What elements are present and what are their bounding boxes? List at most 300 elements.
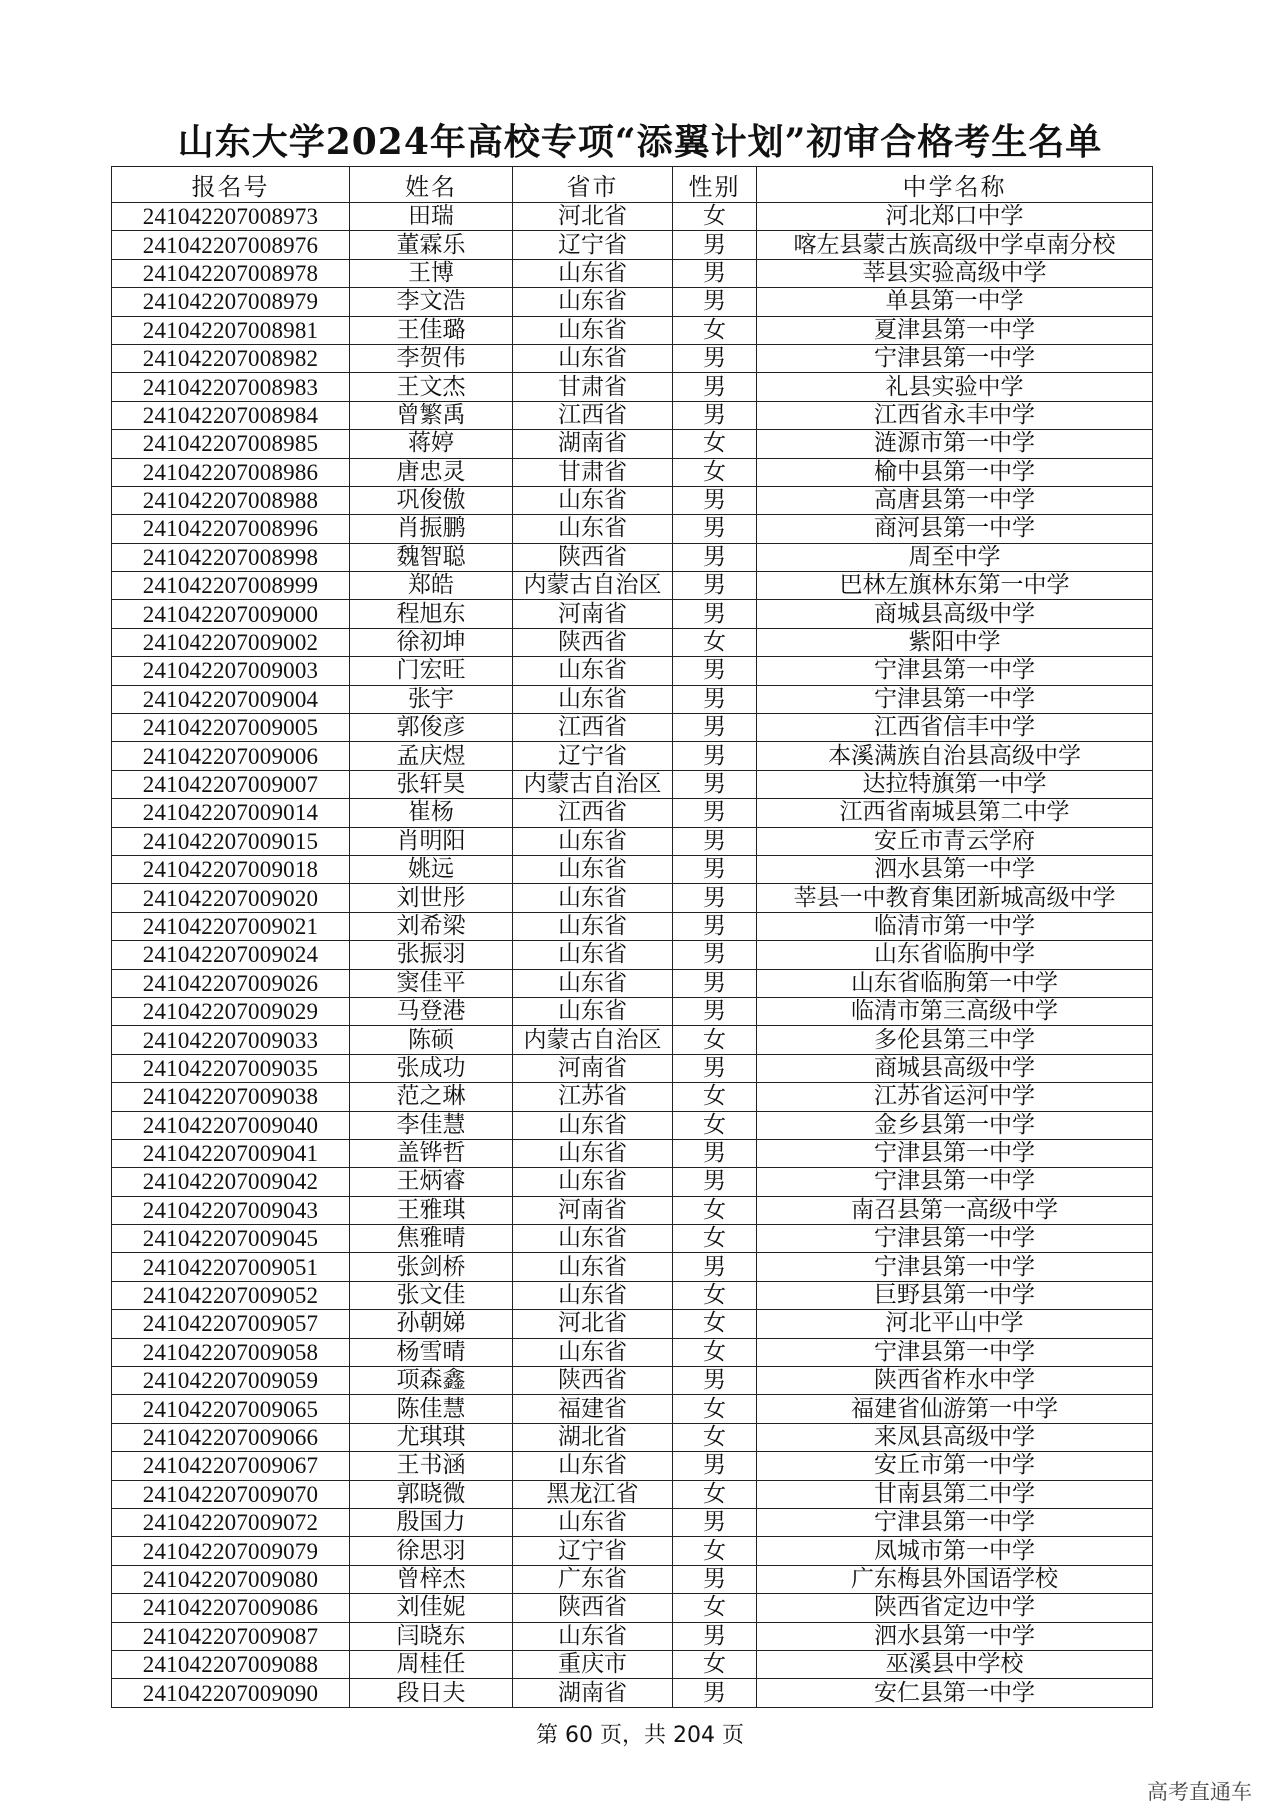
reg-number-cell: 241042207009006: [112, 742, 350, 770]
table-row: [112, 1111, 1153, 1139]
reg-number-cell: 241042207009058: [112, 1338, 350, 1366]
province-cell: 山东省: [513, 997, 673, 1025]
table-row: [112, 288, 1153, 316]
name-cell: 巩俊傲: [350, 486, 513, 514]
school-cell: 江苏省运河中学: [757, 1083, 1153, 1111]
reg-number-cell: 241042207009024: [112, 941, 350, 969]
school-cell: 宁津县第一中学: [757, 1225, 1153, 1253]
province-cell: 内蒙古自治区: [513, 572, 673, 600]
table-row: [112, 1650, 1153, 1678]
reg-number-cell: 241042207008982: [112, 344, 350, 372]
gender-cell: 男: [673, 997, 757, 1025]
table-row: [112, 1168, 1153, 1196]
table-row: [112, 742, 1153, 770]
name-cell: 王炳睿: [350, 1168, 513, 1196]
province-cell: 河北省: [513, 1310, 673, 1338]
table-row: [112, 1139, 1153, 1167]
reg-number-cell: 241042207009021: [112, 912, 350, 940]
table-row: [112, 316, 1153, 344]
gender-cell: 女: [673, 316, 757, 344]
school-cell: 商城县高级中学: [757, 1054, 1153, 1082]
reg-number-cell: 241042207009087: [112, 1622, 350, 1650]
reg-number-cell: 241042207009000: [112, 600, 350, 628]
school-cell: 安丘市第一中学: [757, 1452, 1153, 1480]
province-cell: 山东省: [513, 1508, 673, 1536]
school-cell: 喀左县蒙古族高级中学卓南分校: [757, 231, 1153, 259]
table-row: [112, 628, 1153, 656]
gender-cell: 男: [673, 1565, 757, 1593]
name-cell: 曾繁禹: [350, 401, 513, 429]
province-cell: 重庆市: [513, 1650, 673, 1678]
header-name: 姓名: [350, 167, 513, 203]
name-cell: 王书涵: [350, 1452, 513, 1480]
name-cell: 张宇: [350, 685, 513, 713]
gender-cell: 男: [673, 401, 757, 429]
province-cell: 黑龙江省: [513, 1480, 673, 1508]
school-cell: 夏津县第一中学: [757, 316, 1153, 344]
name-cell: 刘世彤: [350, 884, 513, 912]
gender-cell: 男: [673, 1168, 757, 1196]
reg-number-cell: 241042207009072: [112, 1508, 350, 1536]
reg-number-cell: 241042207008979: [112, 288, 350, 316]
province-cell: 辽宁省: [513, 231, 673, 259]
reg-number-cell: 241042207009026: [112, 969, 350, 997]
gender-cell: 女: [673, 1537, 757, 1565]
gender-cell: 男: [673, 714, 757, 742]
table-row: [112, 1083, 1153, 1111]
name-cell: 董霖乐: [350, 231, 513, 259]
table-row: [112, 1253, 1153, 1281]
province-cell: 山东省: [513, 316, 673, 344]
reg-number-cell: 241042207009041: [112, 1139, 350, 1167]
table-row: [112, 1338, 1153, 1366]
gender-cell: 男: [673, 685, 757, 713]
school-cell: 江西省信丰中学: [757, 714, 1153, 742]
header-province: 省市: [513, 167, 673, 203]
province-cell: 山东省: [513, 344, 673, 372]
name-cell: 肖振鹏: [350, 515, 513, 543]
gender-cell: 男: [673, 855, 757, 883]
table-row: [112, 1281, 1153, 1309]
reg-number-cell: 241042207009080: [112, 1565, 350, 1593]
name-cell: 徐初坤: [350, 628, 513, 656]
province-cell: 河南省: [513, 1054, 673, 1082]
reg-number-cell: 241042207008999: [112, 572, 350, 600]
table-row: [112, 827, 1153, 855]
gender-cell: 男: [673, 486, 757, 514]
table-row: [112, 1054, 1153, 1082]
name-cell: 马登港: [350, 997, 513, 1025]
reg-number-cell: 241042207008985: [112, 430, 350, 458]
gender-cell: 女: [673, 1026, 757, 1054]
table-row: [112, 770, 1153, 798]
province-cell: 陕西省: [513, 1367, 673, 1395]
name-cell: 窦佳平: [350, 969, 513, 997]
header-reg-number: 报名号: [112, 167, 350, 203]
gender-cell: 女: [673, 1083, 757, 1111]
reg-number-cell: 241042207009070: [112, 1480, 350, 1508]
school-cell: 临清市第三高级中学: [757, 997, 1153, 1025]
table-row: [112, 714, 1153, 742]
name-cell: 盖铧哲: [350, 1139, 513, 1167]
school-cell: 宁津县第一中学: [757, 1139, 1153, 1167]
school-cell: 周至中学: [757, 543, 1153, 571]
reg-number-cell: 241042207009066: [112, 1423, 350, 1451]
school-cell: 涟源市第一中学: [757, 430, 1153, 458]
school-cell: 泗水县第一中学: [757, 1622, 1153, 1650]
school-cell: 金乡县第一中学: [757, 1111, 1153, 1139]
reg-number-cell: 241042207009033: [112, 1026, 350, 1054]
table-row: [112, 1508, 1153, 1536]
province-cell: 山东省: [513, 486, 673, 514]
school-cell: 商城县高级中学: [757, 600, 1153, 628]
reg-number-cell: 241042207009015: [112, 827, 350, 855]
name-cell: 段日夫: [350, 1679, 513, 1707]
table-row: [112, 515, 1153, 543]
province-cell: 山东省: [513, 941, 673, 969]
name-cell: 闫晓东: [350, 1622, 513, 1650]
table-row: [112, 884, 1153, 912]
table-row: [112, 203, 1153, 231]
school-cell: 广东梅县外国语学校: [757, 1565, 1153, 1593]
reg-number-cell: 241042207008996: [112, 515, 350, 543]
name-cell: 周桂任: [350, 1650, 513, 1678]
school-cell: 多伦县第三中学: [757, 1026, 1153, 1054]
name-cell: 刘希梁: [350, 912, 513, 940]
name-cell: 陈佳慧: [350, 1395, 513, 1423]
province-cell: 山东省: [513, 855, 673, 883]
province-cell: 江西省: [513, 799, 673, 827]
school-cell: 安丘市青云学府: [757, 827, 1153, 855]
school-cell: 宁津县第一中学: [757, 1508, 1153, 1536]
name-cell: 门宏旺: [350, 657, 513, 685]
table-row: [112, 458, 1153, 486]
reg-number-cell: 241042207009052: [112, 1281, 350, 1309]
name-cell: 陈硕: [350, 1026, 513, 1054]
province-cell: 山东省: [513, 1452, 673, 1480]
gender-cell: 女: [673, 203, 757, 231]
reg-number-cell: 241042207009020: [112, 884, 350, 912]
gender-cell: 男: [673, 1508, 757, 1536]
gender-cell: 男: [673, 231, 757, 259]
reg-number-cell: 241042207009086: [112, 1594, 350, 1622]
school-cell: 宁津县第一中学: [757, 1253, 1153, 1281]
province-cell: 河北省: [513, 203, 673, 231]
school-cell: 礼县实验中学: [757, 373, 1153, 401]
reg-number-cell: 241042207009004: [112, 685, 350, 713]
name-cell: 张剑桥: [350, 1253, 513, 1281]
province-cell: 福建省: [513, 1395, 673, 1423]
gender-cell: 女: [673, 628, 757, 656]
gender-cell: 男: [673, 827, 757, 855]
reg-number-cell: 241042207009079: [112, 1537, 350, 1565]
reg-number-cell: 241042207009035: [112, 1054, 350, 1082]
province-cell: 江苏省: [513, 1083, 673, 1111]
reg-number-cell: 241042207008973: [112, 203, 350, 231]
gender-cell: 女: [673, 458, 757, 486]
school-cell: 巨野县第一中学: [757, 1281, 1153, 1309]
province-cell: 辽宁省: [513, 1537, 673, 1565]
name-cell: 李佳慧: [350, 1111, 513, 1139]
gender-cell: 男: [673, 742, 757, 770]
name-cell: 张振羽: [350, 941, 513, 969]
school-cell: 江西省永丰中学: [757, 401, 1153, 429]
gender-cell: 女: [673, 1338, 757, 1366]
gender-cell: 男: [673, 259, 757, 287]
reg-number-cell: 241042207009003: [112, 657, 350, 685]
reg-number-cell: 241042207009090: [112, 1679, 350, 1707]
province-cell: 陕西省: [513, 628, 673, 656]
reg-number-cell: 241042207009043: [112, 1196, 350, 1224]
table-row: [112, 1565, 1153, 1593]
name-cell: 孙朝娣: [350, 1310, 513, 1338]
reg-number-cell: 241042207009005: [112, 714, 350, 742]
gender-cell: 女: [673, 1196, 757, 1224]
gender-cell: 男: [673, 543, 757, 571]
table-row: [112, 912, 1153, 940]
reg-number-cell: 241042207009045: [112, 1225, 350, 1253]
gender-cell: 男: [673, 1054, 757, 1082]
name-cell: 田瑞: [350, 203, 513, 231]
reg-number-cell: 241042207008978: [112, 259, 350, 287]
name-cell: 焦雅晴: [350, 1225, 513, 1253]
name-cell: 徐思羽: [350, 1537, 513, 1565]
reg-number-cell: 241042207009067: [112, 1452, 350, 1480]
reg-number-cell: 241042207008983: [112, 373, 350, 401]
reg-number-cell: 241042207009007: [112, 770, 350, 798]
gender-cell: 男: [673, 1139, 757, 1167]
school-cell: 宁津县第一中学: [757, 1168, 1153, 1196]
table-row: [112, 572, 1153, 600]
province-cell: 山东省: [513, 1111, 673, 1139]
gender-cell: 男: [673, 373, 757, 401]
table-row: [112, 685, 1153, 713]
header-gender: 性别: [673, 167, 757, 203]
school-cell: 福建省仙游第一中学: [757, 1395, 1153, 1423]
table-row: [112, 344, 1153, 372]
gender-cell: 男: [673, 969, 757, 997]
province-cell: 辽宁省: [513, 742, 673, 770]
gender-cell: 男: [673, 600, 757, 628]
school-cell: 商河县第一中学: [757, 515, 1153, 543]
page-number: 第 60 页，共 204 页: [536, 1723, 744, 1748]
header-school: 中学名称: [757, 167, 1153, 203]
school-cell: 江西省南城县第二中学: [757, 799, 1153, 827]
gender-cell: 男: [673, 941, 757, 969]
school-cell: 本溪满族自治县高级中学: [757, 742, 1153, 770]
table-header-row: [112, 167, 1153, 203]
name-cell: 尤琪琪: [350, 1423, 513, 1451]
province-cell: 山东省: [513, 685, 673, 713]
table-row: [112, 855, 1153, 883]
table-row: [112, 600, 1153, 628]
table-row: [112, 486, 1153, 514]
name-cell: 王雅琪: [350, 1196, 513, 1224]
gender-cell: 女: [673, 1111, 757, 1139]
province-cell: 山东省: [513, 259, 673, 287]
province-cell: 江西省: [513, 714, 673, 742]
reg-number-cell: 241042207008984: [112, 401, 350, 429]
province-cell: 山东省: [513, 1168, 673, 1196]
province-cell: 湖南省: [513, 430, 673, 458]
school-cell: 陕西省柞水中学: [757, 1367, 1153, 1395]
gender-cell: 男: [673, 770, 757, 798]
name-cell: 李贺伟: [350, 344, 513, 372]
school-cell: 陕西省定边中学: [757, 1594, 1153, 1622]
school-cell: 凤城市第一中学: [757, 1537, 1153, 1565]
gender-cell: 男: [673, 572, 757, 600]
name-cell: 郭晓微: [350, 1480, 513, 1508]
reg-number-cell: 241042207009088: [112, 1650, 350, 1678]
school-cell: 单县第一中学: [757, 288, 1153, 316]
school-cell: 宁津县第一中学: [757, 344, 1153, 372]
province-cell: 内蒙古自治区: [513, 1026, 673, 1054]
gender-cell: 女: [673, 1480, 757, 1508]
province-cell: 甘肃省: [513, 373, 673, 401]
school-cell: 榆中县第一中学: [757, 458, 1153, 486]
table-row: [112, 657, 1153, 685]
watermark: 高考直通车: [1147, 1780, 1252, 1804]
gender-cell: 男: [673, 288, 757, 316]
reg-number-cell: 241042207009029: [112, 997, 350, 1025]
gender-cell: 男: [673, 1367, 757, 1395]
table-row: [112, 1026, 1153, 1054]
school-cell: 泗水县第一中学: [757, 855, 1153, 883]
province-cell: 山东省: [513, 657, 673, 685]
gender-cell: 男: [673, 799, 757, 827]
name-cell: 范之琳: [350, 1083, 513, 1111]
province-cell: 山东省: [513, 288, 673, 316]
name-cell: 蒋婷: [350, 430, 513, 458]
name-cell: 魏智聪: [350, 543, 513, 571]
province-cell: 内蒙古自治区: [513, 770, 673, 798]
school-cell: 山东省临朐第一中学: [757, 969, 1153, 997]
province-cell: 山东省: [513, 1622, 673, 1650]
table-body: [112, 203, 1153, 1708]
gender-cell: 男: [673, 884, 757, 912]
reg-number-cell: 241042207008998: [112, 543, 350, 571]
reg-number-cell: 241042207009042: [112, 1168, 350, 1196]
name-cell: 张成功: [350, 1054, 513, 1082]
name-cell: 曾梓杰: [350, 1565, 513, 1593]
reg-number-cell: 241042207009051: [112, 1253, 350, 1281]
reg-number-cell: 241042207009057: [112, 1310, 350, 1338]
school-cell: 来凤县高级中学: [757, 1423, 1153, 1451]
school-cell: 达拉特旗第一中学: [757, 770, 1153, 798]
table-row: [112, 401, 1153, 429]
gender-cell: 男: [673, 515, 757, 543]
table-row: [112, 543, 1153, 571]
province-cell: 山东省: [513, 1225, 673, 1253]
school-cell: 河北郑口中学: [757, 203, 1153, 231]
province-cell: 湖北省: [513, 1423, 673, 1451]
school-cell: 高唐县第一中学: [757, 486, 1153, 514]
table-row: [112, 430, 1153, 458]
table-row: [112, 997, 1153, 1025]
table-row: [112, 231, 1153, 259]
school-cell: 莘县一中教育集团新城高级中学: [757, 884, 1153, 912]
school-cell: 临清市第一中学: [757, 912, 1153, 940]
province-cell: 河南省: [513, 1196, 673, 1224]
reg-number-cell: 241042207008981: [112, 316, 350, 344]
gender-cell: 女: [673, 430, 757, 458]
name-cell: 郑皓: [350, 572, 513, 600]
page-title: 山东大学2024年高校专项“添翼计划”初审合格考生名单: [177, 121, 1103, 163]
gender-cell: 男: [673, 344, 757, 372]
province-cell: 陕西省: [513, 543, 673, 571]
name-cell: 唐忠灵: [350, 458, 513, 486]
school-cell: 甘南县第二中学: [757, 1480, 1153, 1508]
table-row: [112, 1480, 1153, 1508]
school-cell: 巴林左旗林东第一中学: [757, 572, 1153, 600]
reg-number-cell: 241042207009040: [112, 1111, 350, 1139]
gender-cell: 男: [673, 912, 757, 940]
name-cell: 姚远: [350, 855, 513, 883]
province-cell: 湖南省: [513, 1679, 673, 1707]
gender-cell: 女: [673, 1423, 757, 1451]
province-cell: 广东省: [513, 1565, 673, 1593]
name-cell: 殷国力: [350, 1508, 513, 1536]
table-row: [112, 1196, 1153, 1224]
province-cell: 陕西省: [513, 1594, 673, 1622]
reg-number-cell: 241042207009018: [112, 855, 350, 883]
name-cell: 刘佳妮: [350, 1594, 513, 1622]
reg-number-cell: 241042207009059: [112, 1367, 350, 1395]
school-cell: 巫溪县中学校: [757, 1650, 1153, 1678]
table-row: [112, 373, 1153, 401]
province-cell: 山东省: [513, 884, 673, 912]
gender-cell: 女: [673, 1650, 757, 1678]
table-row: [112, 1622, 1153, 1650]
name-cell: 程旭东: [350, 600, 513, 628]
name-cell: 肖明阳: [350, 827, 513, 855]
reg-number-cell: 241042207008976: [112, 231, 350, 259]
gender-cell: 女: [673, 1310, 757, 1338]
table-row: [112, 1310, 1153, 1338]
name-cell: 郭俊彦: [350, 714, 513, 742]
reg-number-cell: 241042207008988: [112, 486, 350, 514]
school-cell: 河北平山中学: [757, 1310, 1153, 1338]
name-cell: 孟庆煜: [350, 742, 513, 770]
table-row: [112, 1537, 1153, 1565]
table-row: [112, 1225, 1153, 1253]
gender-cell: 女: [673, 1395, 757, 1423]
school-cell: 宁津县第一中学: [757, 685, 1153, 713]
name-cell: 杨雪晴: [350, 1338, 513, 1366]
name-cell: 王博: [350, 259, 513, 287]
name-cell: 项森鑫: [350, 1367, 513, 1395]
province-cell: 山东省: [513, 515, 673, 543]
province-cell: 山东省: [513, 969, 673, 997]
province-cell: 河南省: [513, 600, 673, 628]
gender-cell: 男: [673, 1622, 757, 1650]
name-cell: 崔杨: [350, 799, 513, 827]
table-row: [112, 1423, 1153, 1451]
province-cell: 山东省: [513, 1281, 673, 1309]
gender-cell: 男: [673, 1253, 757, 1281]
school-cell: 安仁县第一中学: [757, 1679, 1153, 1707]
gender-cell: 女: [673, 1281, 757, 1309]
province-cell: 山东省: [513, 1253, 673, 1281]
table-row: [112, 941, 1153, 969]
reg-number-cell: 241042207009002: [112, 628, 350, 656]
candidate-table: [111, 166, 1153, 1708]
school-cell: 莘县实验高级中学: [757, 259, 1153, 287]
table-row: [112, 1367, 1153, 1395]
province-cell: 江西省: [513, 401, 673, 429]
province-cell: 山东省: [513, 827, 673, 855]
province-cell: 山东省: [513, 1139, 673, 1167]
